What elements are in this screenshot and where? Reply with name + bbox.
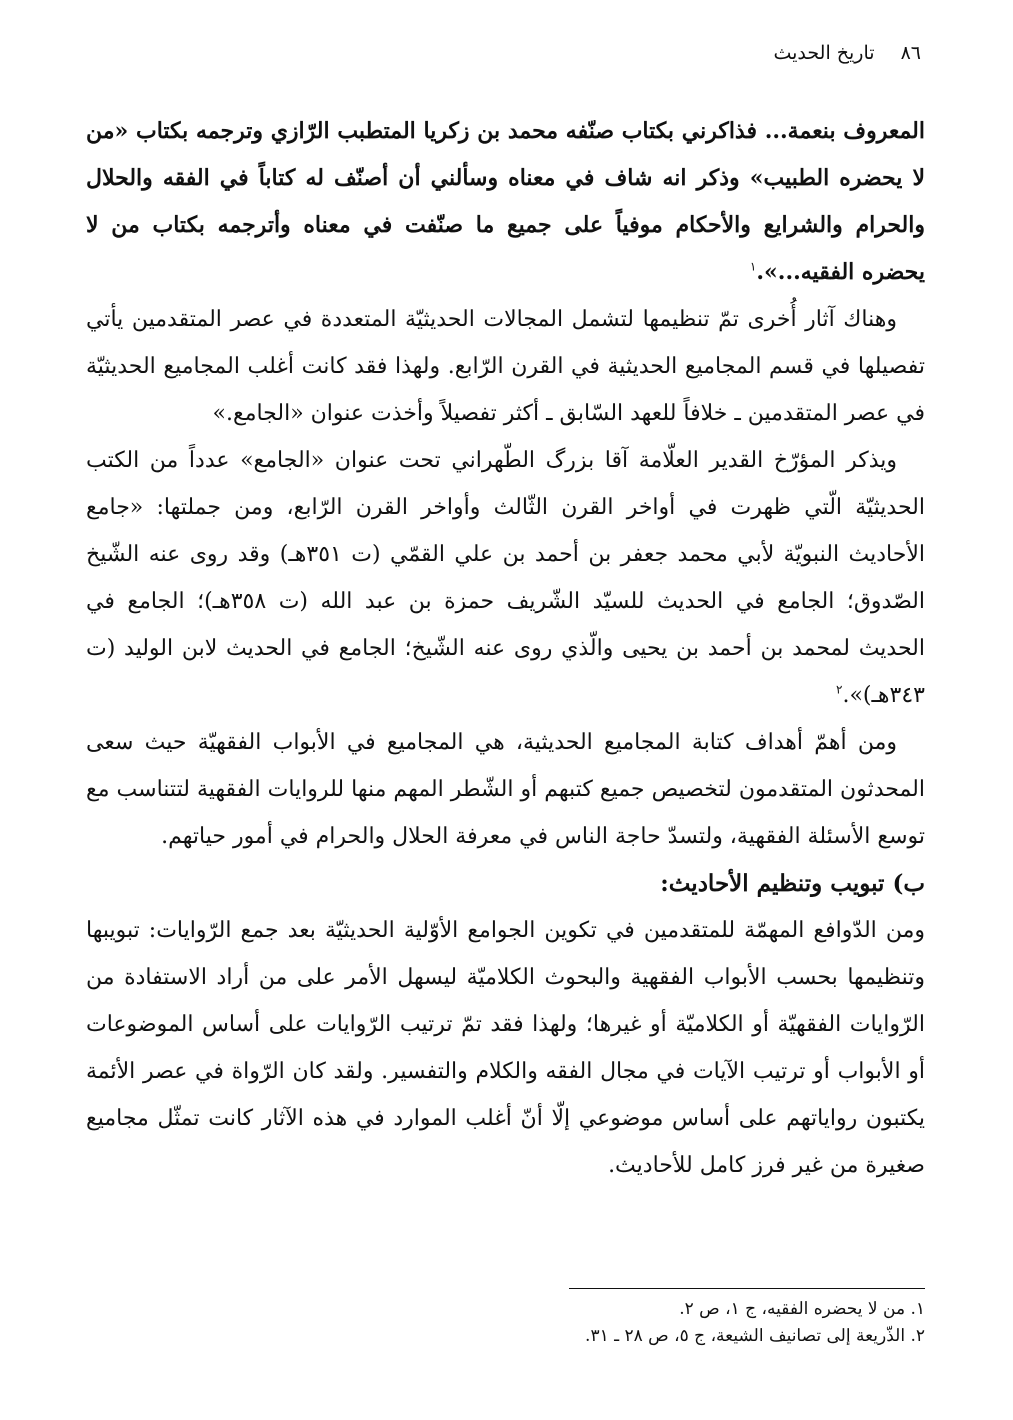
page-number: ٨٦ xyxy=(900,42,921,64)
footnote-2: ٢. الذّريعة إلى تصانيف الشيعة، ج ٥، ص ٢٨ ـ ٣١. xyxy=(585,1326,925,1346)
paragraph-other-works: وهناك آثار أُخرى تمّ تنظيمها لتشمل المجالات الحديثيّة المتعددة في عصر المتقدمين يأتي تفصيلها في قسم المجاميع الحديثية في القرن الرّابع. ولهذا فقد كانت أغلب المجاميع الحديثيّة في عصر المتقدمين ـ خلافاً للعهد السّابق ـ أكثر تفصيلاً وأخذت عنوان «الجامع.» xyxy=(86,307,926,426)
body-text xyxy=(86,108,925,1189)
footnote-1: ١. من لا يحضره الفقيه، ج ١، ص ٢. xyxy=(679,1299,925,1319)
footnotes xyxy=(300,1296,925,1350)
paragraph-tehrani xyxy=(86,437,925,719)
quote-paragraph xyxy=(86,108,925,296)
section-heading: ب) تبويب وتنظيم الأحاديث: xyxy=(660,870,925,897)
footnote-divider xyxy=(569,1288,925,1289)
paragraph-tehrani-text: ويذكر المؤرّخ القدير العلّامة آقا بزرگ الطّهراني تحت عنوان «الجامع» عدداً من الكتب الحديثيّة الّتي ظهرت في أواخر القرن الثّالث وأواخر القرن الرّابع، ومن جملتها: «جامع الأحاديث النبويّة لأبي محمد جعفر بن أحمد بن علي القمّي (ت ٣٥١هـ) وقد روى عنه الشّيخ الصّدوق؛ الجامع في الحديث للسيّد الشّريف حمزة بن عبد الله (ت ٣٥٨هـ)؛ الجامع في الحديث لمحمد بن أحمد بن يحيى والّذي روى عنه الشّيخ؛ الجامع في الحديث لابن الوليد (ت ٣٤٣هـ)». xyxy=(86,448,925,708)
paragraph-aims: ومن أهمّ أهداف كتابة المجاميع الحديثية، هي المجاميع في الأبواب الفقهيّة حيث سعى المحدثون المتقدمون لتخصيص جميع كتبهم أو الشّطر المهم منها للروايات الفقهية لتتناسب مع توسع الأسئلة الفقهية، ولتسدّ حاجة الناس في معرفة الحلال والحرام في أمور حياتهم. xyxy=(86,730,925,849)
running-title: تاريخ الحديث xyxy=(773,42,875,64)
paragraph-classification: ومن الدّوافع المهمّة للمتقدمين في تكوين الجوامع الأوّلية الحديثيّة بعد جمع الرّوايات: تبويبها وتنظيمها بحسب الأبواب الفقهية والبحوث الكلاميّة ليسهل الأمر على من أراد الاستفادة من الرّوايات الفقهيّة أو الكلاميّة أو غيرها؛ ولهذا فقد تمّ ترتيب الرّوايات على أساس الموضوعات أو الأبواب أو ترتيب الآيات في مجال الفقه والكلام والتفسير. ولقد كان الرّواة في عصر الأئمة يكتبون رواياتهم على أساس موضوعي إلّا أنّ أغلب الموارد في هذه الآثار كانت تمثّل مجاميع صغيرة من غير فرز كامل للأحاديث. xyxy=(86,918,925,1178)
quote-paragraph-text: المعروف بنعمة... فذاكرني بكتاب صنّفه محمد بن زكريا المتطبب الرّازي وترجمه بكتاب «من لا يحضره الطبيب» وذكر انه شاف في معناه وسألني أن أصنّف له كتاباً في الفقه والحلال والحرام والشرايع والأحكام موفياً على جميع ما صنّفت في معناه وأترجمه بكتاب من لا يحضره الفقيه...». xyxy=(86,118,925,285)
running-header xyxy=(92,38,921,68)
footnote-ref-2: ٢ xyxy=(836,682,843,697)
footnote-ref-1: ١ xyxy=(749,259,757,274)
